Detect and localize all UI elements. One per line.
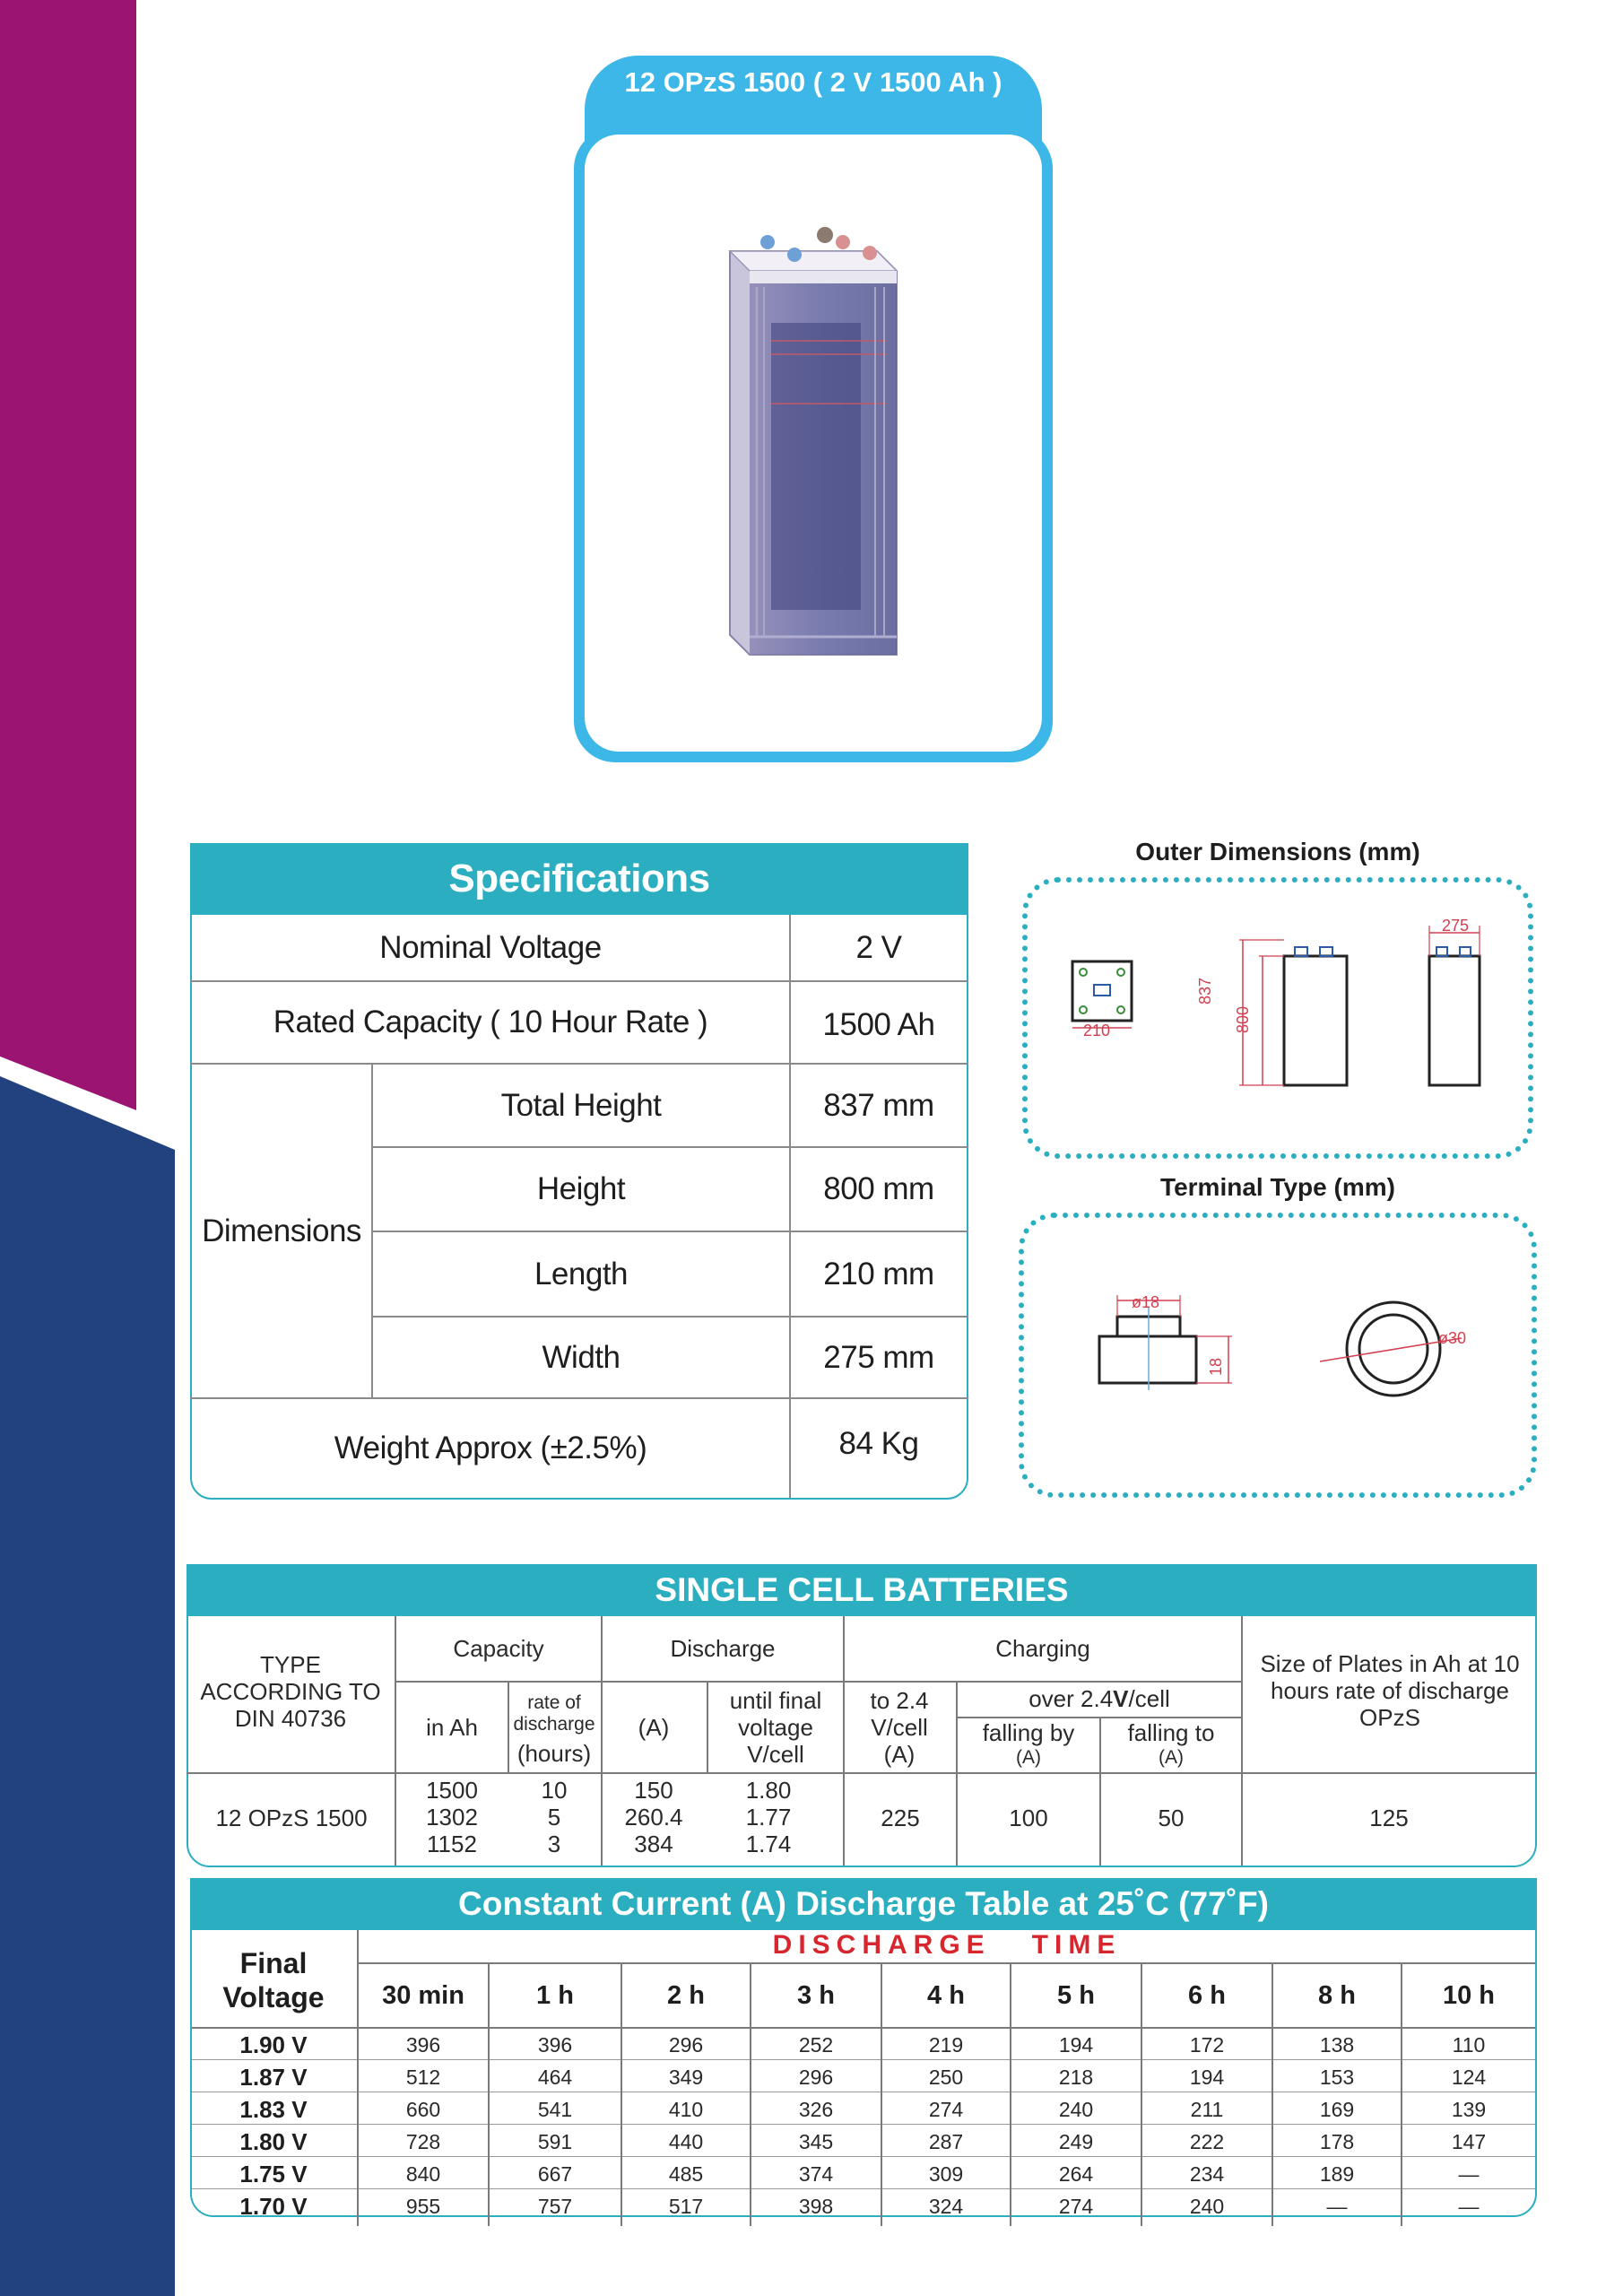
voltage-cell: 1.90 V xyxy=(239,2031,308,2058)
discharge-value-cell: 309 xyxy=(928,2161,964,2186)
terminal-d30-label: ø30 xyxy=(1438,1329,1467,1347)
discharge-value-cell: 374 xyxy=(798,2161,834,2186)
discharge-value-cell: — xyxy=(1326,2194,1348,2218)
discharge-value-cell: 264 xyxy=(1058,2161,1094,2186)
discharge-value-cell: 240 xyxy=(1058,2097,1094,2121)
discharge-table-title: Constant Current (A) Discharge Table at 25˚C (77˚F) xyxy=(190,1878,1537,1930)
over-24-suffix: /cell xyxy=(1128,1685,1170,1713)
discharge-value-cell: 194 xyxy=(1189,2065,1225,2089)
time-header-1: 1 h xyxy=(536,1980,574,2010)
weight-label: Weight Approx (±2.5%) xyxy=(334,1431,647,1465)
discharge-value-cell: 249 xyxy=(1058,2129,1094,2153)
discharge-value-cell: 240 xyxy=(1189,2194,1225,2218)
discharge-value-cell: 147 xyxy=(1451,2129,1487,2153)
discharge-value-cell: 222 xyxy=(1189,2129,1225,2153)
discharge-value-cell: 517 xyxy=(668,2194,704,2218)
outer-dimensions-title: Outer Dimensions (mm) xyxy=(1135,838,1420,865)
discharge-a-value-1: 150 xyxy=(634,1777,673,1805)
discharge-value-cell: 211 xyxy=(1190,2097,1224,2121)
capacity-value-3: 1152 xyxy=(427,1831,477,1858)
voltage-cell: 1.80 V xyxy=(239,2127,308,2155)
width-value: 275 mm xyxy=(823,1339,934,1375)
time-header-3: 3 h xyxy=(797,1980,835,2010)
falling-to-header: falling to xyxy=(1127,1719,1215,1747)
sc-line xyxy=(707,1681,708,1774)
discharge-value-cell: 840 xyxy=(405,2161,441,2186)
discharge-value-cell: 124 xyxy=(1451,2065,1487,2089)
over-24-prefix: over 2.4 xyxy=(1028,1685,1114,1713)
discharge-value-cell: 512 xyxy=(405,2065,441,2089)
in-ah-header: in Ah xyxy=(426,1714,478,1742)
to-24-text: to 2.4 V/cell (A) xyxy=(870,1687,929,1768)
front-view-box xyxy=(1429,956,1480,1085)
discharge-a-value-2: 260.4 xyxy=(624,1804,683,1831)
discharge-value-cell: 178 xyxy=(1319,2129,1355,2153)
decorative-side-bands xyxy=(0,0,179,2296)
discharge-value-cell: 667 xyxy=(537,2161,573,2186)
falling-by-header: falling by xyxy=(982,1719,1075,1747)
final-voltage-header-text: Final Voltage xyxy=(222,1946,325,2013)
rate-value-2: 5 xyxy=(547,1804,561,1831)
discharge-value-cell: 757 xyxy=(537,2194,573,2218)
final-voltage-value-2: 1.77 xyxy=(745,1804,792,1831)
discharge-value-cell: 296 xyxy=(668,2032,704,2057)
total-height-value: 837 mm xyxy=(823,1087,934,1123)
discharge-value-cell: 485 xyxy=(668,2161,704,2186)
to-24-header xyxy=(845,1684,954,1772)
over-24-bold: V xyxy=(1113,1685,1129,1713)
discharge-value-cell: 541 xyxy=(537,2097,573,2121)
discharge-value-cell: — xyxy=(1458,2194,1480,2218)
discharge-value-cell: 591 xyxy=(537,2129,573,2153)
discharge-value-cell: 345 xyxy=(798,2129,834,2153)
discharge-value-cell: 252 xyxy=(798,2032,834,2057)
time-header-0: 30 min xyxy=(382,1980,464,2010)
navy-band xyxy=(0,1076,175,2296)
discharge-value-cell: 955 xyxy=(405,2194,441,2218)
terminal-18-label: 18 xyxy=(1207,1357,1225,1376)
discharge-value-cell: 234 xyxy=(1189,2161,1225,2186)
discharge-value-cell: 169 xyxy=(1319,2097,1355,2121)
time-header-4: 4 h xyxy=(927,1980,965,2010)
final-voltage-value-3: 1.74 xyxy=(745,1831,792,1858)
type-header: TYPE ACCORDING TO DIN 40736 xyxy=(200,1651,381,1732)
dim-837-label: 837 xyxy=(1196,977,1214,1004)
discharge-value-cell: 153 xyxy=(1319,2065,1355,2089)
rate-of-discharge-header: rate of discharge xyxy=(513,1692,595,1735)
discharge-value-cell: 660 xyxy=(405,2097,441,2121)
falling-by-value: 100 xyxy=(1009,1805,1048,1832)
capacity-value-1: 1500 xyxy=(426,1777,478,1805)
length-label: Length xyxy=(534,1256,629,1292)
sc-line xyxy=(508,1681,509,1774)
discharge-value-cell: 287 xyxy=(928,2129,964,2153)
over-24-header xyxy=(958,1683,1241,1717)
discharge-header: Discharge xyxy=(670,1635,776,1663)
discharge-value-cell: 110 xyxy=(1452,2032,1486,2057)
discharge-value-cell: 189 xyxy=(1319,2161,1355,2186)
discharge-value-cell: 218 xyxy=(1058,2065,1094,2089)
discharge-value-cell: 194 xyxy=(1058,2032,1094,2057)
final-voltage-header xyxy=(192,1937,355,2023)
falling-to-value: 50 xyxy=(1158,1805,1185,1832)
height-label: Height xyxy=(536,1171,626,1206)
voltage-cell: 1.75 V xyxy=(239,2160,308,2187)
terminal-type-title: Terminal Type (mm) xyxy=(1160,1173,1395,1201)
falling-by-unit: (A) xyxy=(1016,1746,1041,1768)
discharge-value-cell: 274 xyxy=(1058,2194,1094,2218)
time-header-6: 6 h xyxy=(1188,1980,1226,2010)
plates-header: Size of Plates in Ah at 10 hours rate of discharge OPzS xyxy=(1260,1650,1520,1731)
total-height-label: Total Height xyxy=(500,1087,662,1123)
discharge-value-cell: 139 xyxy=(1451,2097,1487,2121)
terminal-d18-label: ø18 xyxy=(1132,1293,1160,1311)
capacity-header: Capacity xyxy=(453,1635,544,1663)
discharge-value-cell: 250 xyxy=(928,2065,964,2089)
discharge-value-cell: 274 xyxy=(928,2097,964,2121)
discharge-a-value-3: 384 xyxy=(634,1831,673,1858)
falling-to-unit: (A) xyxy=(1159,1746,1184,1768)
discharge-value-cell: 464 xyxy=(537,2065,573,2089)
discharge-value-cell: 728 xyxy=(405,2129,441,2153)
discharge-value-cell: 349 xyxy=(668,2065,704,2089)
discharge-value-cell: 296 xyxy=(798,2065,834,2089)
terminal-base xyxy=(1099,1336,1196,1383)
time-header-8: 10 h xyxy=(1442,1980,1496,2010)
discharge-value-cell: 324 xyxy=(928,2194,964,2218)
terminal-type-drawing xyxy=(1040,1256,1524,1453)
nominal-voltage-value: 2 V xyxy=(855,929,902,965)
discharge-value-cell: 398 xyxy=(798,2194,834,2218)
time-header-7: 8 h xyxy=(1318,1980,1356,2010)
magenta-band xyxy=(0,0,136,1110)
voltage-cell: 1.83 V xyxy=(239,2095,308,2123)
dim-275-label: 275 xyxy=(1442,917,1470,935)
discharge-time-header: DISCHARGE TIME xyxy=(772,1930,1122,1960)
discharge-value-cell: — xyxy=(1458,2161,1480,2186)
rated-capacity-value: 1500 Ah xyxy=(822,1007,935,1042)
width-label: Width xyxy=(542,1339,621,1375)
voltage-cell: 1.70 V xyxy=(239,2192,308,2220)
discharge-value-cell: 410 xyxy=(668,2097,704,2121)
until-final-voltage-header: until final voltage V/cell xyxy=(729,1687,822,1768)
hours-header: (hours) xyxy=(516,1740,592,1768)
discharge-value-cell: 396 xyxy=(405,2032,441,2057)
discharge-value-cell: 396 xyxy=(537,2032,573,2057)
battery-image xyxy=(717,215,915,682)
amps-header: (A) xyxy=(638,1714,670,1742)
rated-capacity-label: Rated Capacity ( 10 Hour Rate ) xyxy=(273,1004,708,1039)
time-header-5: 5 h xyxy=(1057,1980,1095,2010)
single-cell-title: SINGLE CELL BATTERIES xyxy=(187,1564,1537,1616)
dimensions-label: Dimensions xyxy=(202,1213,361,1248)
top-view-box xyxy=(1072,961,1132,1021)
nominal-voltage-label: Nominal Voltage xyxy=(379,929,602,965)
charging-header: Charging xyxy=(995,1635,1090,1663)
voltage-cell: 1.87 V xyxy=(239,2063,308,2091)
discharge-value-cell: 326 xyxy=(798,2097,834,2121)
discharge-value-cell: 138 xyxy=(1319,2032,1355,2057)
dim-210-label: 210 xyxy=(1083,1022,1111,1039)
product-title: 12 OPzS 1500 ( 2 V 1500 Ah ) xyxy=(624,66,1002,98)
final-voltage-value-1: 1.80 xyxy=(745,1777,792,1805)
time-header-2: 2 h xyxy=(667,1980,705,2010)
dim-800-label: 800 xyxy=(1234,1005,1252,1033)
to-24-value: 225 xyxy=(881,1805,920,1832)
height-value: 800 mm xyxy=(823,1171,934,1206)
type-value: 12 OPzS 1500 xyxy=(215,1805,368,1832)
discharge-value-cell: 440 xyxy=(668,2129,704,2153)
discharge-value-cell: 219 xyxy=(928,2032,964,2057)
side-view-box xyxy=(1284,956,1347,1085)
weight-value: 84 Kg xyxy=(838,1426,919,1461)
rate-value-1: 10 xyxy=(541,1777,568,1805)
rate-value-3: 3 xyxy=(547,1831,561,1858)
discharge-value-cell: 172 xyxy=(1189,2032,1225,2057)
capacity-value-2: 1302 xyxy=(426,1804,478,1831)
plates-value: 125 xyxy=(1369,1805,1409,1832)
length-value: 210 mm xyxy=(823,1256,934,1292)
specifications-title: Specifications xyxy=(190,843,968,915)
